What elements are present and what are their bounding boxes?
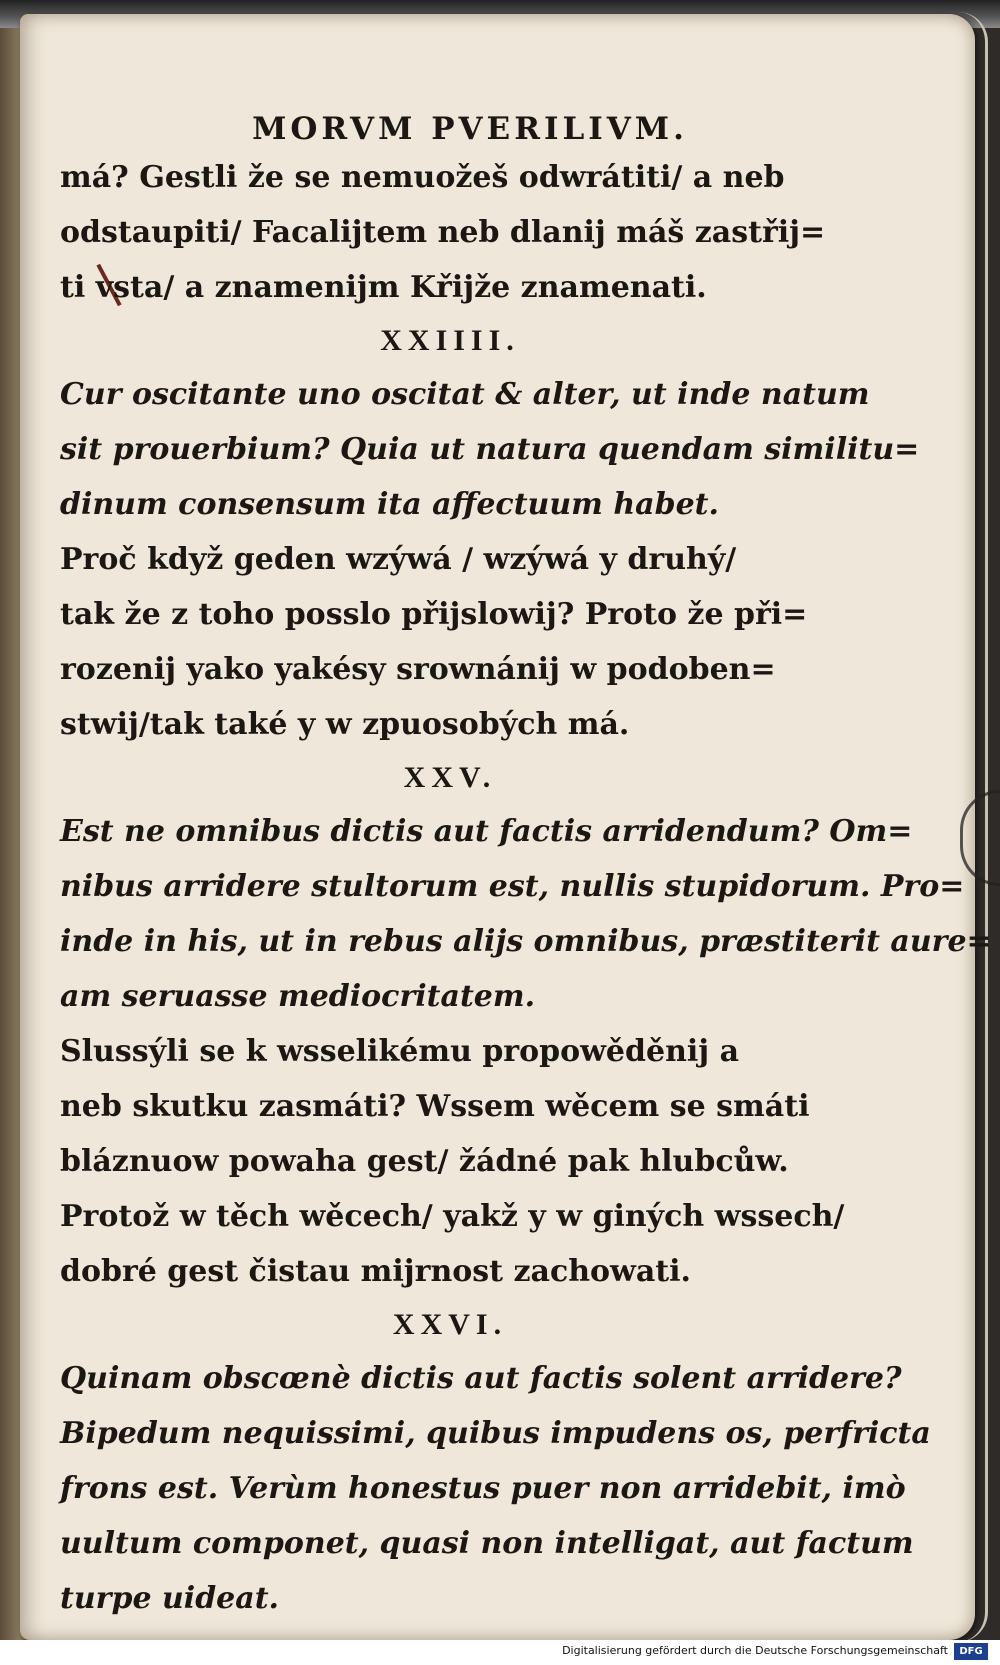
czech-text-line: tak že z toho posslo přijslowij? Proto že při= <box>60 597 808 632</box>
latin-text-line: am seruasse mediocritatem. <box>60 979 536 1014</box>
latin-text-line: uultum componet, quasi non intelligat, aut factum <box>60 1526 914 1561</box>
latin-text-line: nibus arridere stultorum est, nullis stupidorum. Pro= <box>60 869 965 904</box>
czech-text-line: dobré gest čistau mijrnost zachowati. <box>60 1254 691 1289</box>
latin-text-line: sit prouerbium? Quia ut natura quendam similitu= <box>60 432 920 467</box>
text-body <box>60 150 992 1626</box>
latin-text-line: inde in his, ut in rebus alijs omnibus, præstiterit aure= <box>60 924 992 959</box>
czech-text-line: má? Gestli že se nemuožeš odwrátiti/ a neb <box>60 160 785 195</box>
chapter-numeral: XXIIII. <box>380 324 520 357</box>
czech-text-line: stwij/tak také y w zpuosobých má. <box>60 707 630 742</box>
latin-text-line: Cur oscitante uno oscitat & alter, ut inde natum <box>60 377 870 412</box>
czech-text-line: odstaupiti/ Facalijtem neb dlanij máš zastřij= <box>60 215 826 250</box>
chapter-numeral: XXVI. <box>392 1308 508 1341</box>
page-content <box>60 108 992 1626</box>
latin-text-line: turpe uideat. <box>60 1581 279 1616</box>
czech-text-line: neb skutku zasmáti? Wssem wěcem se smáti <box>60 1089 810 1124</box>
czech-text-line: Slussýli se k wsselikému propowěděnij a <box>60 1034 740 1069</box>
czech-text-line: ti vsta/ a znamenijm Křijže znamenati. <box>60 270 707 305</box>
chapter-numeral: XXV. <box>403 761 497 794</box>
latin-text-line: Est ne omnibus dictis aut factis arridendum? Om= <box>60 814 913 849</box>
czech-text-line: bláznuow powaha gest/ žádné pak hlubcůw. <box>60 1144 789 1179</box>
latin-text-line: Quinam obscœnè dictis aut factis solent arridere? <box>60 1361 902 1396</box>
latin-text-line: frons est. Verùm honestus puer non arridebit, imò <box>60 1471 906 1506</box>
czech-text-line: Proč když geden wzýwá / wzýwá y druhý/ <box>60 542 737 577</box>
czech-text-line: Protož w těch wěcech/ yakž y w giných wssech/ <box>60 1199 845 1234</box>
footer-credit: Digitalisierung gefördert durch die Deutsche Forschungsgemeinschaft <box>562 1644 948 1657</box>
latin-text-line: Bipedum nequissimi, quibus impudens os, perfricta <box>60 1416 931 1451</box>
footer-bar <box>0 1640 1000 1665</box>
dfg-logo: DFG <box>954 1643 988 1660</box>
running-head: MORVM PVERILIVM. <box>252 111 688 147</box>
latin-text-line: dinum consensum ita affectuum habet. <box>60 487 719 522</box>
czech-text-line: rozenij yako yakésy srownánij w podoben= <box>60 652 776 687</box>
